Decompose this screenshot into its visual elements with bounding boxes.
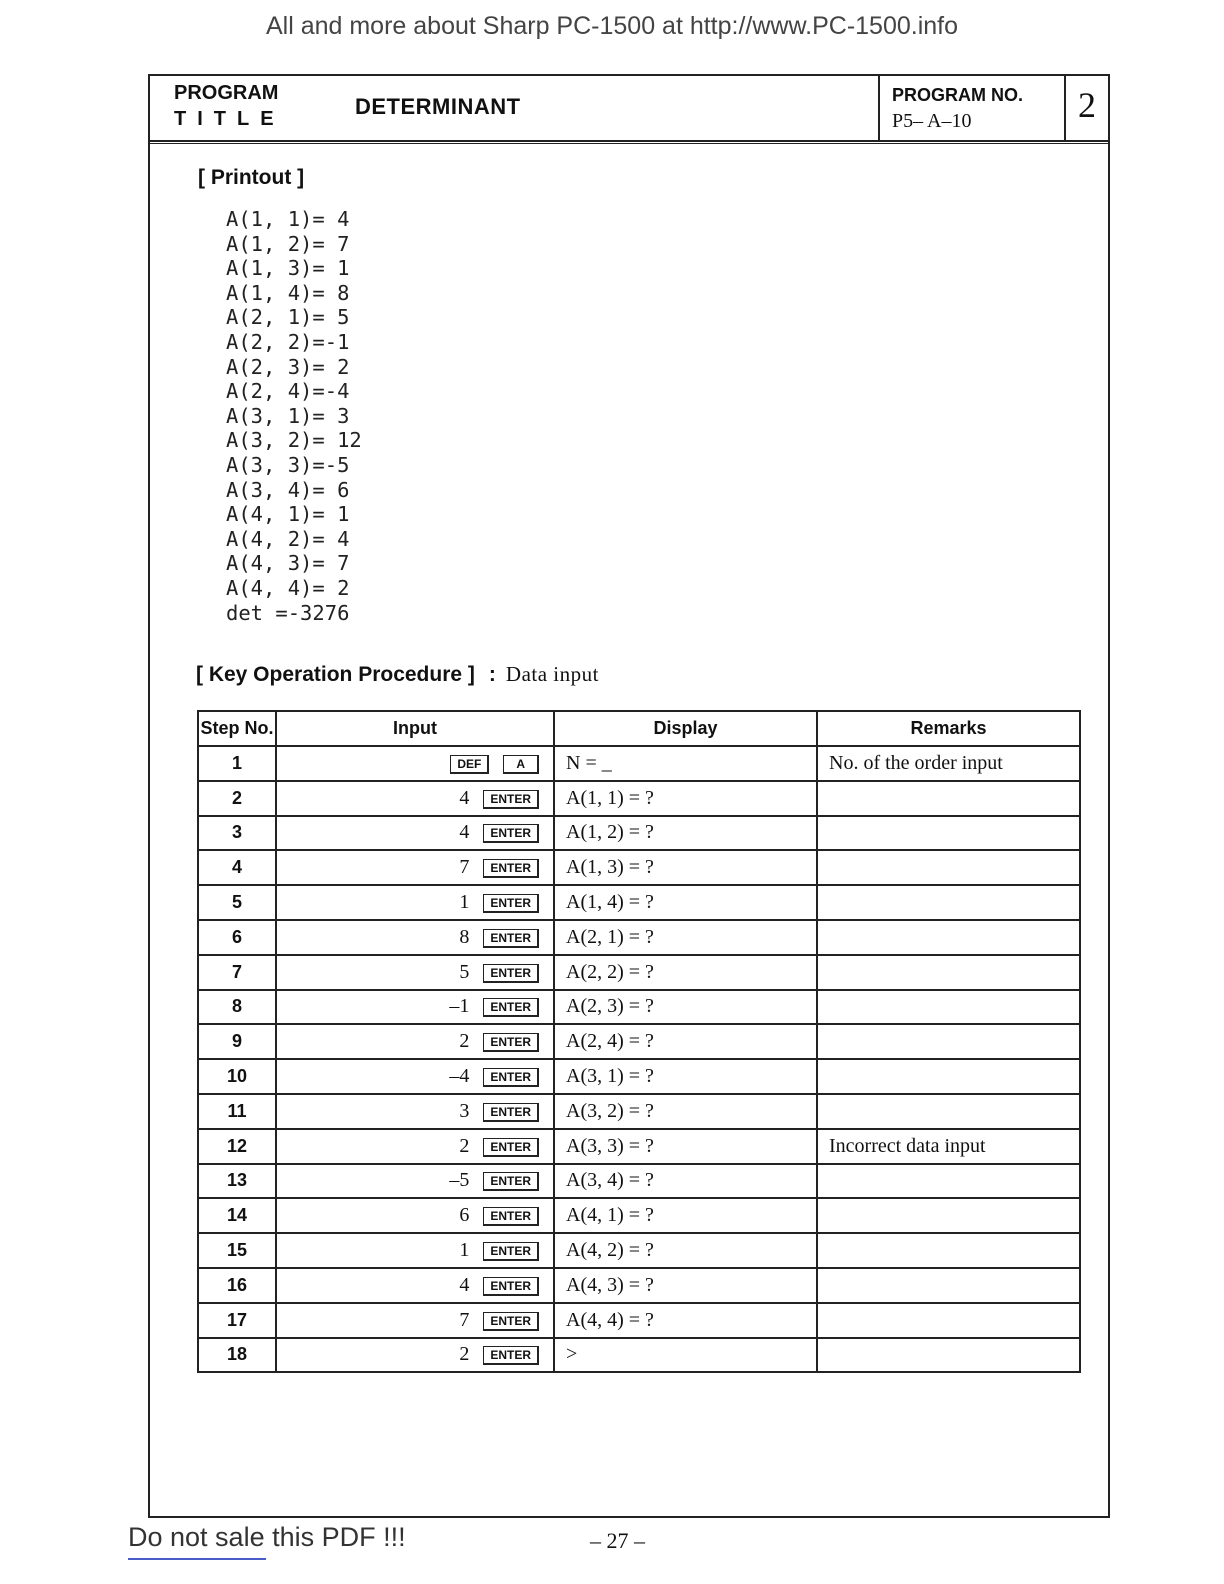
input-cell: [276, 955, 554, 990]
input-cell: [276, 920, 554, 955]
remarks-cell: [817, 1059, 1080, 1094]
display-cell: A(4, 1) = ?: [554, 1198, 817, 1233]
remarks-cell: [817, 781, 1080, 816]
step-cell: 16: [198, 1268, 276, 1303]
remarks-cell: [817, 885, 1080, 920]
col-step: Step No.: [198, 711, 276, 746]
printout-line: A(3, 2)= 12: [226, 428, 362, 453]
program-title: DETERMINANT: [355, 94, 521, 119]
def-key-icon: DEF: [450, 755, 489, 774]
printout-line: det =-3276: [226, 600, 350, 625]
page-number: – 27 –: [590, 1528, 645, 1553]
header-divider: [878, 76, 880, 140]
display-cell: A(1, 1) = ?: [554, 781, 817, 816]
remarks-cell: [817, 1268, 1080, 1303]
input-value: –4: [449, 1065, 470, 1088]
printout-line: A(1, 3)= 1: [226, 256, 350, 281]
col-input: Input: [276, 711, 554, 746]
table-header-row: [198, 711, 1080, 746]
site-banner: All and more about Sharp PC-1500 at http://www.PC-1500.info: [265, 12, 959, 40]
display-cell: A(2, 1) = ?: [554, 920, 817, 955]
footer-underline: [128, 1558, 266, 1560]
input-cell: [276, 1198, 554, 1233]
input-value: 7: [459, 1308, 470, 1331]
printout-line: A(1, 2)= 7: [226, 231, 350, 256]
program-code: P5– A–10: [892, 110, 972, 132]
printout-line: A(3, 3)=-5: [226, 452, 350, 477]
table-row: [198, 1129, 1080, 1164]
step-cell: 15: [198, 1233, 276, 1268]
table-row: [198, 1094, 1080, 1129]
table-row: [198, 920, 1080, 955]
input-value: 4: [459, 786, 470, 809]
remarks-cell: [817, 920, 1080, 955]
printout-line: A(3, 4)= 6: [226, 477, 350, 502]
remarks-cell: [817, 1024, 1080, 1059]
program-no-label: PROGRAM NO.: [892, 85, 1024, 105]
input-value: 5: [459, 960, 470, 983]
enter-key-icon: ENTER: [483, 998, 539, 1017]
step-cell: 10: [198, 1059, 276, 1094]
enter-key-icon: ENTER: [483, 964, 539, 983]
enter-key-icon: ENTER: [483, 1277, 539, 1296]
input-cell: [276, 1268, 554, 1303]
remarks-cell: [817, 850, 1080, 885]
printout-listing: [226, 207, 362, 625]
step-cell: 12: [198, 1129, 276, 1164]
table-row: [198, 1268, 1080, 1303]
input-cell: [276, 816, 554, 851]
input-value: 2: [459, 1134, 470, 1157]
input-value: 6: [459, 1204, 470, 1227]
display-cell: A(4, 2) = ?: [554, 1233, 817, 1268]
input-cell: [276, 885, 554, 920]
enter-key-icon: ENTER: [483, 1033, 539, 1052]
step-cell: 4: [198, 850, 276, 885]
step-cell: 5: [198, 885, 276, 920]
printout-line: A(1, 4)= 8: [226, 280, 350, 305]
input-value: 4: [459, 1273, 470, 1296]
printout-line: A(4, 4)= 2: [226, 575, 350, 600]
step-cell: 2: [198, 781, 276, 816]
display-cell: A(3, 3) = ?: [554, 1129, 817, 1164]
printout-line: A(2, 4)=-4: [226, 379, 350, 404]
program-header: [150, 76, 1108, 142]
input-cell: [276, 990, 554, 1025]
display-cell: A(3, 2) = ?: [554, 1094, 817, 1129]
step-cell: 3: [198, 816, 276, 851]
display-cell: A(2, 2) = ?: [554, 955, 817, 990]
display-cell: A(3, 4) = ?: [554, 1164, 817, 1199]
step-cell: 14: [198, 1198, 276, 1233]
enter-key-icon: ENTER: [483, 1172, 539, 1191]
table-row: [198, 1338, 1080, 1373]
table-row: [198, 1059, 1080, 1094]
display-cell: >: [554, 1338, 817, 1373]
remarks-cell: [817, 816, 1080, 851]
remarks-cell: Incorrect data input: [817, 1129, 1080, 1164]
remarks-cell: [817, 1233, 1080, 1268]
enter-key-icon: ENTER: [483, 1138, 539, 1157]
printout-line: A(2, 3)= 2: [226, 354, 350, 379]
table-row: [198, 1024, 1080, 1059]
table-row: [198, 1198, 1080, 1233]
enter-key-icon: ENTER: [483, 1068, 539, 1087]
input-value: 1: [459, 891, 470, 914]
input-value: 3: [459, 1099, 470, 1122]
step-cell: 9: [198, 1024, 276, 1059]
enter-key-icon: ENTER: [483, 929, 539, 948]
input-value: –1: [449, 995, 470, 1018]
enter-key-icon: ENTER: [483, 859, 539, 878]
table-row: [198, 1233, 1080, 1268]
printout-heading: [ Printout ]: [198, 166, 305, 189]
table-row: [198, 781, 1080, 816]
input-value: 7: [459, 856, 470, 879]
printout-line: A(2, 2)=-1: [226, 329, 350, 354]
program-page-number: 2: [1078, 85, 1096, 125]
enter-key-icon: ENTER: [483, 1346, 539, 1365]
step-cell: 8: [198, 990, 276, 1025]
remarks-cell: [817, 955, 1080, 990]
step-cell: 6: [198, 920, 276, 955]
key-operation-heading: [ Key Operation Procedure ] : Data input: [196, 662, 599, 686]
footer-notice: Do not sale this PDF !!!: [128, 1522, 406, 1552]
printout-line: A(1, 1)= 4: [226, 207, 350, 231]
input-value: 2: [459, 1343, 470, 1366]
key-operation-table: [197, 710, 1081, 1373]
enter-key-icon: ENTER: [483, 894, 539, 913]
input-value: 1: [459, 1239, 470, 1262]
table-row: [198, 1164, 1080, 1199]
table-row: [198, 816, 1080, 851]
printout-line: A(4, 1)= 1: [226, 502, 350, 527]
table-row: [198, 746, 1080, 781]
input-cell: [276, 1129, 554, 1164]
printout-line: A(2, 1)= 5: [226, 305, 350, 330]
input-value: 2: [459, 1030, 470, 1053]
enter-key-icon: ENTER: [483, 1312, 539, 1331]
remarks-cell: No. of the order input: [817, 746, 1080, 781]
table-row: [198, 850, 1080, 885]
display-cell: A(1, 3) = ?: [554, 850, 817, 885]
enter-key-icon: ENTER: [483, 1103, 539, 1122]
input-cell: [276, 1233, 554, 1268]
input-cell: [276, 1338, 554, 1373]
remarks-cell: [817, 990, 1080, 1025]
program-title-label: PROGRAM TITLE: [174, 82, 285, 130]
display-cell: A(3, 1) = ?: [554, 1059, 817, 1094]
table-row: [198, 885, 1080, 920]
a-key-icon: A: [503, 755, 539, 774]
input-value: 4: [459, 821, 470, 844]
input-cell: [276, 1303, 554, 1338]
step-cell: 13: [198, 1164, 276, 1199]
table-row: [198, 1303, 1080, 1338]
display-cell: A(1, 4) = ?: [554, 885, 817, 920]
display-cell: A(1, 2) = ?: [554, 816, 817, 851]
input-cell: [276, 1164, 554, 1199]
display-cell: A(2, 3) = ?: [554, 990, 817, 1025]
remarks-cell: [817, 1164, 1080, 1199]
step-cell: 7: [198, 955, 276, 990]
step-cell: 17: [198, 1303, 276, 1338]
printout-line: A(4, 2)= 4: [226, 526, 350, 551]
input-value: –5: [449, 1169, 470, 1192]
col-display: Display: [554, 711, 817, 746]
step-cell: 18: [198, 1338, 276, 1373]
header-double-rule: [150, 143, 1108, 144]
remarks-cell: [817, 1198, 1080, 1233]
display-cell: A(2, 4) = ?: [554, 1024, 817, 1059]
step-cell: 11: [198, 1094, 276, 1129]
table-row: [198, 955, 1080, 990]
display-cell: A(4, 4) = ?: [554, 1303, 817, 1338]
display-cell: N = _: [554, 746, 817, 781]
remarks-cell: [817, 1303, 1080, 1338]
remarks-cell: [817, 1338, 1080, 1373]
remarks-cell: [817, 1094, 1080, 1129]
enter-key-icon: ENTER: [483, 824, 539, 843]
step-cell: 1: [198, 746, 276, 781]
input-cell: [276, 1024, 554, 1059]
display-cell: A(4, 3) = ?: [554, 1268, 817, 1303]
input-value: 8: [459, 925, 470, 948]
printout-line: A(4, 3)= 7: [226, 551, 350, 576]
table-row: [198, 990, 1080, 1025]
enter-key-icon: ENTER: [483, 790, 539, 809]
input-cell: [276, 1059, 554, 1094]
input-cell: [276, 1094, 554, 1129]
col-remarks: Remarks: [817, 711, 1080, 746]
enter-key-icon: ENTER: [483, 1242, 539, 1261]
input-cell: [276, 746, 554, 781]
enter-key-icon: ENTER: [483, 1207, 539, 1226]
input-cell: [276, 850, 554, 885]
input-cell: [276, 781, 554, 816]
printout-line: A(3, 1)= 3: [226, 403, 350, 428]
